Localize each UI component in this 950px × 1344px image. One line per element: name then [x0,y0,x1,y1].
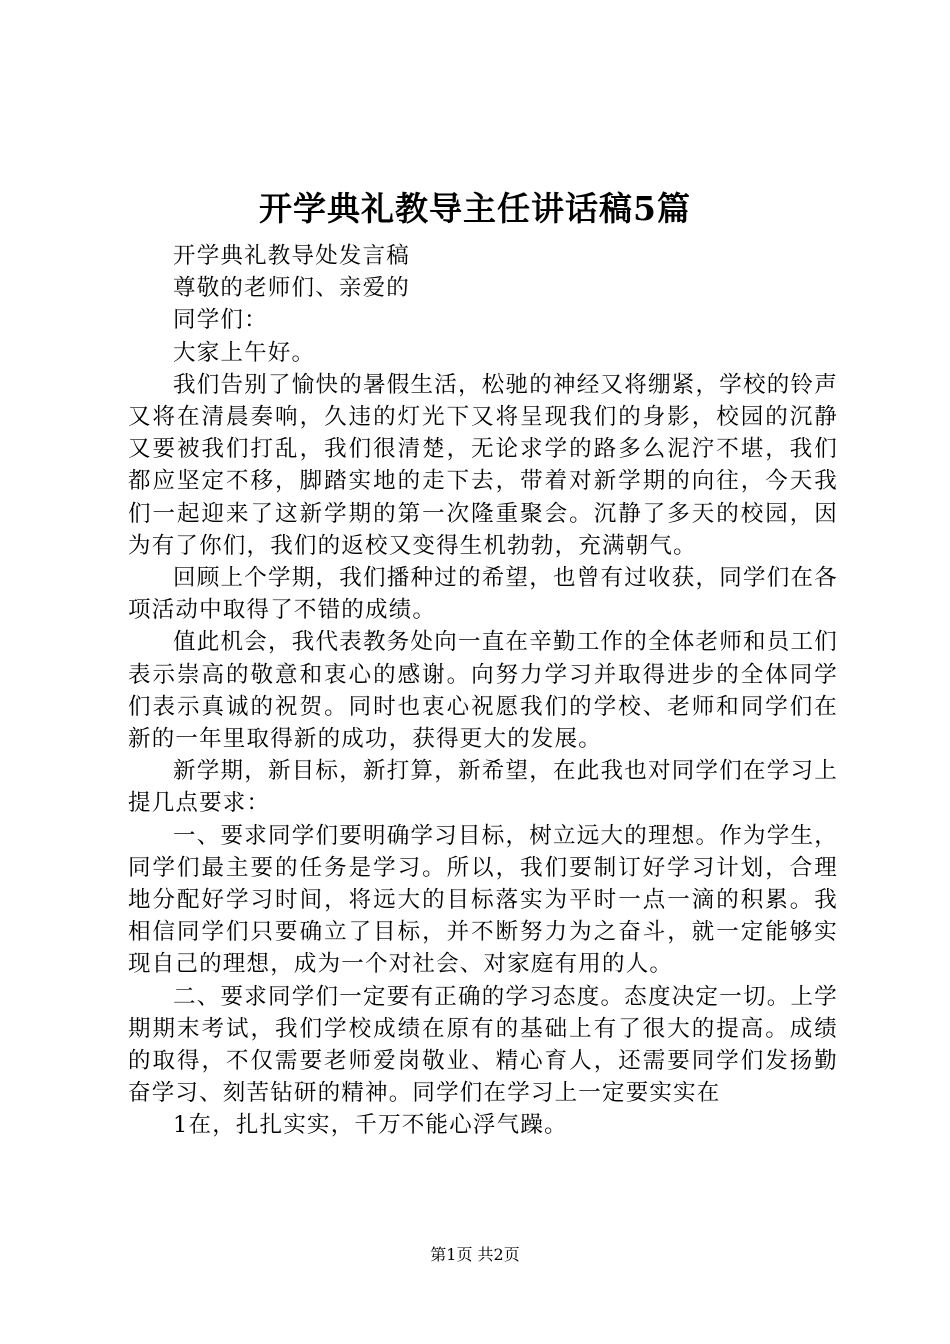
paragraph-greeting: 大家上午好。 [173,339,316,366]
paragraph-body: 二、要求同学们一定要有正确的学习态度。态度决定一切。上学期期末考试，我们学校成绩在原有的基础上有了很大的提高。成绩的取得，不仅需要老师爱岗敬业、精心育人，还需要同学们发扬勤奋学习、刻苦钻研的精神。同学们在学习上一定要实实在 [128,983,838,1107]
document-title: 开学典礼教导主任讲话稿5篇 [259,189,691,228]
paragraph-heading: 开学典礼教导处发言稿 [173,243,411,269]
paragraph-body: 一、要求同学们要明确学习目标，树立远大的理想。作为学生，同学们最主要的任务是学习。所以，我们要制订好学习计划，合理地分配好学习时间，将远大的目标落实为平时一点一滴的积累。我相信同学们只要确立了目标，并不断努力为之奋斗，就一定能够实现自己的理想，成为一个对社会、对家庭有用的人。 [128,822,838,978]
paragraph-body: 我们告别了愉快的暑假生活，松驰的神经又将绷紧，学校的铃声又将在清晨奏响，久违的灯光下又将呈现我们的身影，校园的沉静又要被我们打乱，我们很清楚，无论求学的路多么泥泞不堪，我们都应坚定不移，脚踏实地的走下去，带着对新学期的向往，今天我们一起迎来了这新学期的第一次隆重聚会。沉静了多天的校园，因为有了你们，我们的返校又变得生机勃勃，充满朝气。 [128,371,838,559]
paragraph-body: 值此机会，我代表教务处向一直在辛勤工作的全体老师和员工们表示崇高的敬意和衷心的感谢。向努力学习并取得进步的全体同学们表示真诚的祝贺。同时也衷心祝愿我们的学校、老师和同学们在新的一年里取得新的成功，获得更大的发展。 [128,629,838,753]
paragraph-salutation-1: 尊敬的老师们、亲爱的 [173,275,411,302]
page-footer: 第1页 共2页 [430,1245,520,1264]
document-body [128,240,838,1142]
paragraph-salutation-2: 同学们： [173,307,268,334]
paragraph-body: 新学期，新目标，新打算，新希望，在此我也对同学们在学习上提几点要求： [128,758,838,817]
paragraph-body: 回顾上个学期，我们播种过的希望，也曾有过收获，同学们在各项活动中取得了不错的成绩。 [128,565,838,624]
paragraph-body: 1在，扎扎实实，千万不能心浮气躁。 [173,1112,568,1139]
